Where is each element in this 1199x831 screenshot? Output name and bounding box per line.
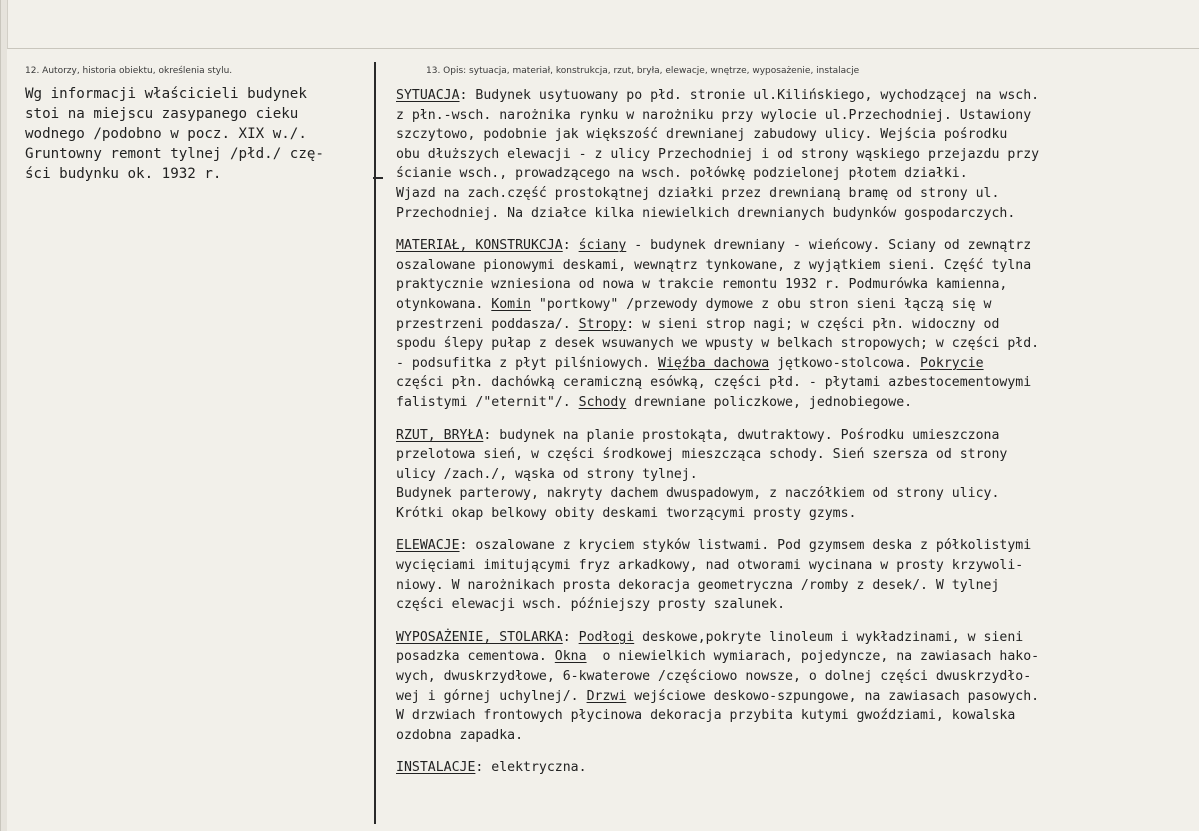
- underlined-term: Pokrycie: [920, 355, 984, 371]
- text-segment: ulicy /zach./, wąska od strony tylnej.: [396, 466, 698, 482]
- text-segment: W drzwiach frontowych płycinowa dekoracja przybita kutymi gwoździami, kowalska: [396, 708, 1016, 724]
- text-line: [396, 758, 1196, 778]
- text-line: [396, 393, 1196, 413]
- text-segment: ścianie wsch., prowadzącego na wsch. połówkę podzielonej płotem działki.: [396, 166, 968, 182]
- history-text: Wg informacji właścicieli budynek stoi na miejscu zasypanego cieku wodnego /podobno w pocz. XIX w./. Gruntowny remont tylnej /płd./ czę- ści budynku ok. 1932 r.: [25, 86, 324, 182]
- text-line: [396, 373, 1196, 393]
- text-line: [396, 295, 1196, 315]
- text-line: [396, 595, 1196, 615]
- text-line: [396, 256, 1196, 276]
- text-segment: "portkowy" /przewody dymowe z obu stron sieni łączą się w: [530, 296, 992, 312]
- text-line: [396, 86, 1196, 106]
- underlined-term: SYTUACJA: [396, 88, 460, 103]
- text-segment: części płn. dachówką ceramiczną esówką, części płd. - płytami azbestocementowymi: [396, 375, 1032, 391]
- card-edge: [1, 0, 7, 831]
- underlined-term: INSTALACJE: [396, 760, 476, 776]
- left-column-header: 12. Autorzy, historia obiektu, określenia stylu.: [25, 66, 233, 76]
- text-segment: niowy. W narożnikach prosta dekoracja geometryczna /romby z desek/. W tylnej: [396, 577, 1000, 593]
- section-paragraph: [396, 236, 1196, 412]
- underlined-term: Stropy: [578, 316, 627, 332]
- right-column-header: 13. Opis: sytuacja, materiał, konstrukcja, rzut, bryła, elewacje, wnętrze, wyposażenie, instalacje: [426, 66, 860, 76]
- text-line: [396, 275, 1196, 295]
- text-segment: jętkowo-stolcowa.: [769, 355, 921, 371]
- text-segment: z płn.-wsch. narożnika rynku w narożniku przy wylocie ul.Przechodniej. Ustawiony: [396, 107, 1032, 123]
- text-segment: oszalowane pionowymi deskami, wewnątrz tynkowane, z wyjątkiem sieni. Część tylna: [396, 257, 1032, 273]
- text-line: [396, 484, 1196, 504]
- text-segment: - budynek drewniany - wieńcowy. Sciany od zewnątrz: [626, 238, 1032, 254]
- text-line: [396, 204, 1196, 224]
- text-line: [396, 236, 1196, 256]
- underlined-term: Okna: [554, 649, 587, 665]
- text-segment: posadzka cementowa.: [396, 649, 555, 665]
- text-segment: otynkowana.: [396, 296, 492, 312]
- text-segment: wycięciami imitującymi fryz arkadkowy, nad otworami wycinana w prosty krzywoli-: [396, 558, 1024, 574]
- text-line: [396, 667, 1196, 687]
- text-segment: obu dłuższych elewacji - z ulicy Przechodniej i od strony wąskiego przejazdu przy: [396, 146, 1040, 162]
- underlined-term: ELEWACJE: [396, 538, 460, 554]
- text-segment: Wjazd na zach.część prostokątnej działki przez drewnianą bramę od strony ul.: [396, 185, 1000, 201]
- text-line: [396, 465, 1196, 485]
- text-line: [396, 125, 1196, 145]
- text-line: [396, 647, 1196, 667]
- text-segment: ozdobna zapadka.: [396, 727, 524, 743]
- text-segment: Budynek parterowy, nakryty dachem dwuspadowym, z naczółkiem od strony ulicy.: [396, 486, 1000, 502]
- section-paragraph: [396, 86, 1196, 223]
- text-segment: spodu ślepy pułap z desek wsuwanych we wpusty w belkach stropowych; w części płd.: [396, 336, 1040, 352]
- underlined-term: ściany: [578, 238, 627, 254]
- text-line: [396, 576, 1196, 596]
- text-line: [396, 184, 1196, 204]
- text-line: [396, 334, 1196, 354]
- text-segment: - podsufitka z płyt pilśniowych.: [396, 355, 659, 371]
- text-segment: : Budynek usytuowany po płd. stronie ul.Kilińskiego, wychodzącej na wsch.: [459, 88, 1040, 103]
- description-text: [396, 86, 1196, 791]
- underlined-term: MATERIAŁ, KONSTRUKCJA: [396, 238, 563, 254]
- underlined-term: WYPOSAŻENIE, STOLARKA: [396, 629, 563, 645]
- section-paragraph: [396, 758, 1196, 778]
- text-line: [396, 354, 1196, 374]
- section-paragraph: [396, 426, 1196, 524]
- text-segment: : elektryczna.: [475, 760, 587, 776]
- text-segment: Krótki okap belkowy obity deskami tworzącymi prosty gzyms.: [396, 505, 857, 521]
- underlined-term: Komin: [491, 296, 531, 312]
- text-line: [396, 726, 1196, 746]
- text-line: [396, 687, 1196, 707]
- text-line: [396, 504, 1196, 524]
- divider-tick-mark: [373, 177, 383, 179]
- text-segment: : oszalowane z kryciem styków listwami. Pod gzymsem deska z półkolistymi: [459, 538, 1032, 554]
- text-line: [396, 556, 1196, 576]
- section-paragraph: [396, 628, 1196, 746]
- text-segment: deskowe,pokryte linoleum i wykładzinami, w sieni: [634, 629, 1024, 645]
- text-segment: : budynek na planie prostokąta, dwutraktowy. Pośrodku umieszczona: [483, 427, 1000, 443]
- underlined-term: Schody: [578, 394, 627, 410]
- text-segment: Przechodniej. Na działce kilka niewielkich drewnianych budynków gospodarczych.: [396, 205, 1016, 221]
- text-segment: wejściowe deskowo-szpungowe, na zawiasach pasowych.: [626, 688, 1040, 704]
- underlined-term: Podłogi: [578, 629, 635, 645]
- text-line: [396, 706, 1196, 726]
- underlined-term: Drzwi: [586, 688, 627, 704]
- underlined-term: RZUT, BRYŁA: [396, 427, 484, 443]
- text-segment: części elewacji wsch. późniejszy prosty szalunek.: [396, 597, 786, 613]
- text-segment: drewniane policzkowe, jednobiegowe.: [626, 394, 913, 410]
- text-segment: przestrzeni poddasza/.: [396, 316, 579, 332]
- text-segment: wych, dwuskrzydłowe, 6-kwaterowe /częściowo nowsze, o dolnej części dwuskrzydło-: [396, 669, 1032, 685]
- text-segment: :: [562, 629, 579, 645]
- text-line: [396, 106, 1196, 126]
- text-segment: o niewielkich wymiarach, pojedyncze, na zawiasach hako-: [586, 649, 1040, 665]
- card-top-fold: [7, 0, 1199, 49]
- text-segment: falistymi /"eternit"/.: [396, 394, 579, 410]
- text-line: [396, 536, 1196, 556]
- text-segment: :: [562, 238, 579, 254]
- text-line: [396, 164, 1196, 184]
- text-segment: przelotowa sień, w części środkowej mieszcząca schody. Sień szersza od strony: [396, 447, 1008, 463]
- text-segment: szczytowo, podobnie jak większość drewnianej zabudowy ulicy. Wejścia pośrodku: [396, 127, 1008, 143]
- text-segment: praktycznie wzniesiona od nowa w trakcie remontu 1932 r. Podmurówka kamienna,: [396, 277, 1008, 293]
- text-line: [396, 628, 1196, 648]
- text-line: [396, 426, 1196, 446]
- underlined-term: Więźba dachowa: [658, 355, 770, 371]
- text-segment: : w sieni strop nagi; w części płn. widoczny od: [626, 316, 1000, 332]
- text-line: [396, 145, 1196, 165]
- text-line: [396, 445, 1196, 465]
- text-segment: wej i górnej uchylnej/.: [396, 688, 587, 704]
- text-line: [396, 315, 1196, 335]
- section-paragraph: [396, 536, 1196, 614]
